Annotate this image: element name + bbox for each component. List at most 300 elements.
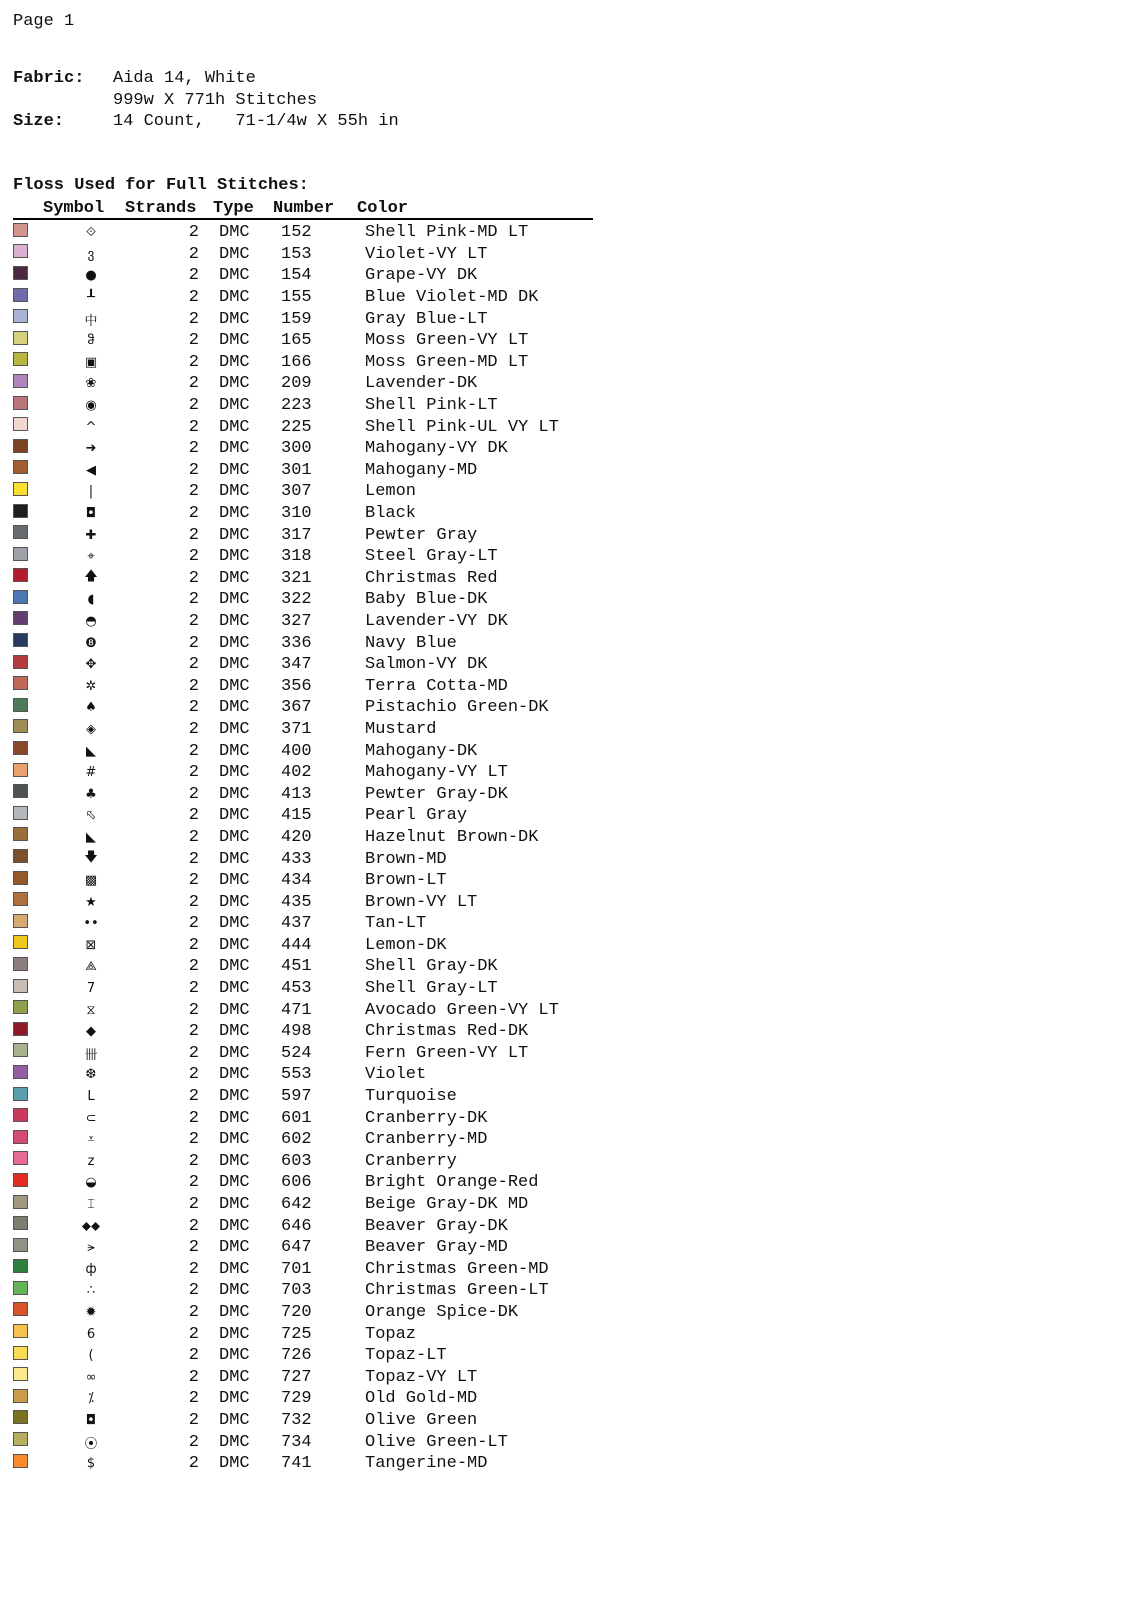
table-row (13, 330, 593, 352)
type-value: DMC (219, 1087, 250, 1107)
color-swatch (13, 396, 28, 410)
number-value: 356 (281, 676, 312, 696)
type-value: DMC (219, 1324, 250, 1344)
number-value: 741 (281, 1454, 312, 1474)
table-row (13, 611, 593, 633)
color-swatch-cell (13, 1302, 43, 1322)
color-swatch (13, 1302, 28, 1316)
symbol-glyph: ^ (85, 419, 97, 435)
symbol-glyph: ◣ (86, 743, 96, 759)
color-swatch (13, 698, 28, 712)
strands-value: 2 (188, 1302, 199, 1322)
color-swatch (13, 611, 28, 625)
type-value: DMC (219, 784, 250, 804)
color-swatch-cell (13, 547, 43, 567)
color-name: Mahogany-VY LT (365, 763, 508, 783)
type-value: DMC (219, 719, 250, 739)
strands-value: 2 (188, 547, 199, 567)
number-value: 553 (281, 1065, 312, 1085)
color-name: Salmon-VY DK (365, 655, 488, 675)
symbol-glyph: ◘ (85, 506, 97, 522)
color-swatch (13, 1389, 28, 1403)
color-swatch-cell (13, 979, 43, 999)
table-row (13, 265, 593, 287)
color-name: Beige Gray-DK MD (365, 1195, 529, 1215)
symbol-glyph: ★ (85, 894, 97, 910)
color-name: Grape-VY DK (365, 266, 478, 286)
type-value: DMC (219, 698, 250, 718)
strands-value: 2 (188, 676, 199, 696)
color-swatch (13, 331, 28, 345)
symbol-glyph: ⪫ (87, 1240, 95, 1256)
color-swatch (13, 288, 28, 302)
color-name: Topaz-VY LT (365, 1367, 478, 1387)
color-swatch-cell (13, 935, 43, 955)
table-row (13, 1215, 593, 1237)
color-name: Mustard (365, 719, 437, 739)
type-value: DMC (219, 1022, 250, 1042)
color-swatch (13, 633, 28, 647)
number-value: 317 (281, 525, 312, 545)
type-value: DMC (219, 914, 250, 934)
color-swatch (13, 1173, 28, 1187)
table-row (13, 913, 593, 935)
symbol-glyph: ◆ (86, 1024, 96, 1040)
table-row (13, 1086, 593, 1108)
type-value: DMC (219, 568, 250, 588)
color-swatch-cell (13, 1410, 43, 1430)
color-swatch (13, 1367, 28, 1381)
strands-value: 2 (188, 655, 199, 675)
table-row (13, 222, 593, 244)
type-value: DMC (219, 1065, 250, 1085)
color-name: Mahogany-MD (365, 460, 478, 480)
number-value: 400 (281, 741, 312, 761)
number-value: 413 (281, 784, 312, 804)
color-name: Brown-LT (365, 871, 447, 891)
number-value: 701 (281, 1259, 312, 1279)
color-swatch-cell (13, 1324, 43, 1344)
color-name: Christmas Red (365, 568, 498, 588)
strands-value: 2 (188, 1216, 199, 1236)
color-name: Pistachio Green-DK (365, 698, 549, 718)
symbol-glyph: ◖ (87, 592, 95, 608)
number-value: 367 (281, 698, 312, 718)
symbol-glyph: 卌 (84, 1047, 98, 1063)
strands-value: 2 (188, 633, 199, 653)
floss-table (13, 198, 593, 1474)
table-row (13, 783, 593, 805)
table-row (13, 719, 593, 741)
type-value: DMC (219, 1454, 250, 1474)
table-row (13, 1151, 593, 1173)
strands-value: 2 (188, 396, 199, 416)
color-swatch-cell (13, 698, 43, 718)
symbol-glyph: | (88, 484, 94, 500)
number-value: 603 (281, 1151, 312, 1171)
color-swatch-cell (13, 914, 43, 934)
color-swatch (13, 806, 28, 820)
symbol-glyph: ♠ (85, 700, 97, 716)
color-swatch (13, 352, 28, 366)
symbol-glyph: ∞ (85, 1369, 97, 1385)
strands-value: 2 (188, 1087, 199, 1107)
color-name: Shell Pink-UL VY LT (365, 417, 559, 437)
type-value: DMC (219, 806, 250, 826)
color-name: Lavender-DK (365, 374, 478, 394)
number-value: 471 (281, 1000, 312, 1020)
number-value: 703 (281, 1281, 312, 1301)
color-swatch-cell (13, 266, 43, 286)
color-name: Cranberry-DK (365, 1108, 488, 1128)
color-swatch (13, 1454, 28, 1468)
table-row (13, 308, 593, 330)
color-swatch-cell (13, 1000, 43, 1020)
color-swatch-cell (13, 871, 43, 891)
color-swatch (13, 590, 28, 604)
type-value: DMC (219, 1173, 250, 1193)
symbol-glyph: ❽ (85, 635, 97, 651)
section-title: Floss Used for Full Stitches: (13, 176, 309, 195)
number-value: 155 (281, 288, 312, 308)
strands-value: 2 (188, 1324, 199, 1344)
strands-value: 2 (188, 309, 199, 329)
strands-value: 2 (188, 288, 199, 308)
color-swatch-cell (13, 1151, 43, 1171)
type-value: DMC (219, 547, 250, 567)
strands-value: 2 (188, 806, 199, 826)
color-swatch-cell (13, 525, 43, 545)
strands-value: 2 (188, 439, 199, 459)
number-value: 434 (281, 871, 312, 891)
type-value: DMC (219, 1367, 250, 1387)
table-row (13, 1431, 593, 1453)
fabric-label: Fabric: (13, 69, 85, 88)
symbol-glyph: z (87, 1153, 95, 1169)
type-value: DMC (219, 590, 250, 610)
number-value: 318 (281, 547, 312, 567)
color-name: Cranberry-MD (365, 1130, 488, 1150)
color-name: Tan-LT (365, 914, 427, 934)
number-value: 444 (281, 935, 312, 955)
color-swatch (13, 1043, 28, 1057)
color-swatch-cell (13, 309, 43, 329)
number-value: 727 (281, 1367, 312, 1387)
table-row (13, 1237, 593, 1259)
number-value: 310 (281, 504, 312, 524)
color-swatch-cell (13, 396, 43, 416)
color-swatch-cell (13, 892, 43, 912)
size-row (13, 111, 399, 133)
type-value: DMC (219, 633, 250, 653)
strands-value: 2 (188, 460, 199, 480)
strands-value: 2 (188, 827, 199, 847)
table-row (13, 827, 593, 849)
strands-value: 2 (188, 1410, 199, 1430)
color-name: Terra Cotta-MD (365, 676, 508, 696)
color-name: Brown-VY LT (365, 892, 478, 912)
strands-value: 2 (188, 352, 199, 372)
symbol-glyph: ჵ (87, 333, 95, 349)
color-name: Blue Violet-MD DK (365, 288, 539, 308)
color-name: Violet (365, 1065, 427, 1085)
color-swatch-cell (13, 784, 43, 804)
color-swatch (13, 1259, 28, 1273)
symbol-glyph: ⟁ (85, 959, 97, 975)
number-value: 209 (281, 374, 312, 394)
color-name: Beaver Gray-DK (365, 1216, 508, 1236)
type-value: DMC (219, 439, 250, 459)
color-swatch (13, 849, 28, 863)
strands-value: 2 (188, 568, 199, 588)
number-value: 402 (281, 763, 312, 783)
table-row (13, 244, 593, 266)
color-swatch (13, 439, 28, 453)
color-swatch (13, 784, 28, 798)
strands-value: 2 (188, 590, 199, 610)
number-value: 165 (281, 331, 312, 351)
table-row (13, 1129, 593, 1151)
symbol-glyph: ф (85, 1261, 97, 1277)
table-header (13, 198, 593, 220)
type-value: DMC (219, 396, 250, 416)
color-swatch (13, 871, 28, 885)
type-value: DMC (219, 1216, 250, 1236)
type-value: DMC (219, 827, 250, 847)
color-swatch (13, 460, 28, 474)
strands-value: 2 (188, 979, 199, 999)
color-name: Moss Green-MD LT (365, 352, 529, 372)
strands-value: 2 (188, 244, 199, 264)
color-swatch (13, 1000, 28, 1014)
color-swatch-cell (13, 1367, 43, 1387)
symbol-glyph: ⟐ (85, 225, 97, 241)
symbol-glyph: ● (85, 268, 97, 284)
color-swatch (13, 1130, 28, 1144)
table-body (13, 222, 593, 1474)
color-swatch-cell (13, 655, 43, 675)
symbol-glyph: ♣ (85, 786, 97, 802)
number-value: 435 (281, 892, 312, 912)
color-name: Lavender-VY DK (365, 611, 508, 631)
color-name: Christmas Red-DK (365, 1022, 529, 1042)
color-name: Mahogany-VY DK (365, 439, 508, 459)
color-swatch-cell (13, 719, 43, 739)
color-swatch (13, 741, 28, 755)
header-color: Color (357, 198, 409, 218)
color-name: Brown-MD (365, 849, 447, 869)
spacer (13, 90, 113, 112)
stitch-count: 999w X 771h Stitches (113, 90, 318, 110)
number-value: 453 (281, 979, 312, 999)
number-value: 451 (281, 957, 312, 977)
strands-value: 2 (188, 935, 199, 955)
strands-value: 2 (188, 1281, 199, 1301)
table-row (13, 546, 593, 568)
strands-value: 2 (188, 374, 199, 394)
table-row (13, 805, 593, 827)
type-value: DMC (219, 892, 250, 912)
color-swatch-cell (13, 374, 43, 394)
strands-value: 2 (188, 1195, 199, 1215)
color-swatch-cell (13, 1216, 43, 1236)
number-value: 646 (281, 1216, 312, 1236)
color-swatch (13, 504, 28, 518)
table-row (13, 416, 593, 438)
color-name: Violet-VY LT (365, 244, 488, 264)
color-swatch (13, 1324, 28, 1338)
type-value: DMC (219, 460, 250, 480)
color-swatch-cell (13, 590, 43, 610)
color-swatch (13, 1108, 28, 1122)
color-swatch-cell (13, 676, 43, 696)
table-row (13, 740, 593, 762)
type-value: DMC (219, 309, 250, 329)
type-value: DMC (219, 1410, 250, 1430)
symbol-glyph: 🡇 (84, 850, 98, 866)
color-swatch-cell (13, 460, 43, 480)
number-value: 732 (281, 1410, 312, 1430)
number-value: 437 (281, 914, 312, 934)
number-value: 498 (281, 1022, 312, 1042)
color-swatch-cell (13, 352, 43, 372)
strands-value: 2 (188, 525, 199, 545)
number-value: 602 (281, 1130, 312, 1150)
number-value: 433 (281, 849, 312, 869)
type-value: DMC (219, 1432, 250, 1452)
table-row (13, 762, 593, 784)
symbol-glyph: ✚ (85, 527, 97, 543)
strands-value: 2 (188, 331, 199, 351)
color-swatch (13, 525, 28, 539)
type-value: DMC (219, 1043, 250, 1063)
color-swatch-cell (13, 1389, 43, 1409)
type-value: DMC (219, 266, 250, 286)
color-name: Pearl Gray (365, 806, 468, 826)
color-swatch (13, 223, 28, 237)
color-name: Fern Green-VY LT (365, 1043, 529, 1063)
color-name: Gray Blue-LT (365, 309, 488, 329)
color-name: Shell Pink-MD LT (365, 223, 529, 243)
table-row (13, 1280, 593, 1302)
symbol-glyph: •• (83, 916, 99, 932)
table-row (13, 1302, 593, 1324)
number-value: 720 (281, 1302, 312, 1322)
symbol-glyph: ✲ (85, 678, 97, 694)
table-row (13, 287, 593, 309)
color-swatch-cell (13, 1022, 43, 1042)
strands-value: 2 (188, 914, 199, 934)
table-row (13, 1194, 593, 1216)
table-row (13, 1366, 593, 1388)
color-swatch (13, 547, 28, 561)
color-swatch (13, 763, 28, 777)
type-value: DMC (219, 504, 250, 524)
type-value: DMC (219, 935, 250, 955)
color-swatch-cell (13, 1259, 43, 1279)
stitches-row (13, 90, 399, 112)
type-value: DMC (219, 1000, 250, 1020)
color-swatch (13, 1065, 28, 1079)
color-name: Topaz-LT (365, 1346, 447, 1366)
header-strands: Strands (125, 198, 197, 218)
strands-value: 2 (188, 1367, 199, 1387)
type-value: DMC (219, 1389, 250, 1409)
color-name: Lemon (365, 482, 417, 502)
color-swatch-cell (13, 957, 43, 977)
size-value: 14 Count, 71-1/4w X 55h in (113, 112, 399, 131)
type-value: DMC (219, 1108, 250, 1128)
symbol-glyph: $ (86, 1456, 96, 1472)
strands-value: 2 (188, 1238, 199, 1258)
strands-value: 2 (188, 223, 199, 243)
color-swatch-cell (13, 1173, 43, 1193)
table-row (13, 1345, 593, 1367)
color-swatch (13, 1151, 28, 1165)
number-value: 166 (281, 352, 312, 372)
number-value: 606 (281, 1173, 312, 1193)
color-name: Cranberry (365, 1151, 457, 1171)
strands-value: 2 (188, 482, 199, 502)
number-value: 415 (281, 806, 312, 826)
color-swatch (13, 655, 28, 669)
color-swatch-cell (13, 1281, 43, 1301)
color-swatch-cell (13, 827, 43, 847)
number-value: 153 (281, 244, 312, 264)
color-swatch (13, 244, 28, 258)
number-value: 347 (281, 655, 312, 675)
type-value: DMC (219, 1346, 250, 1366)
table-row (13, 589, 593, 611)
color-swatch (13, 1087, 28, 1101)
color-swatch-cell (13, 1130, 43, 1150)
symbol-glyph: ◒ (85, 1175, 97, 1191)
table-row (13, 891, 593, 913)
color-swatch-cell (13, 763, 43, 783)
type-value: DMC (219, 244, 250, 264)
strands-value: 2 (188, 719, 199, 739)
color-name: Lemon-DK (365, 935, 447, 955)
color-name: Shell Gray-DK (365, 957, 498, 977)
symbol-glyph: ⌶ (87, 1197, 95, 1213)
strands-value: 2 (188, 611, 199, 631)
symbol-glyph: ✹ (85, 1304, 97, 1320)
table-row (13, 935, 593, 957)
number-value: 601 (281, 1108, 312, 1128)
fabric-row (13, 68, 399, 90)
type-value: DMC (219, 352, 250, 372)
color-name: Avocado Green-VY LT (365, 1000, 559, 1020)
number-value: 420 (281, 827, 312, 847)
color-name: Orange Spice-DK (365, 1302, 519, 1322)
number-value: 647 (281, 1238, 312, 1258)
color-swatch (13, 979, 28, 993)
color-name: Christmas Green-MD (365, 1259, 549, 1279)
color-swatch-cell (13, 568, 43, 588)
table-row (13, 503, 593, 525)
number-value: 524 (281, 1043, 312, 1063)
color-name: Baby Blue-DK (365, 590, 488, 610)
number-value: 154 (281, 266, 312, 286)
strands-value: 2 (188, 504, 199, 524)
color-swatch-cell (13, 504, 43, 524)
color-name: Christmas Green-LT (365, 1281, 549, 1301)
type-value: DMC (219, 676, 250, 696)
type-value: DMC (219, 741, 250, 761)
table-row (13, 460, 593, 482)
color-swatch-cell (13, 223, 43, 243)
color-name: Shell Gray-LT (365, 979, 498, 999)
